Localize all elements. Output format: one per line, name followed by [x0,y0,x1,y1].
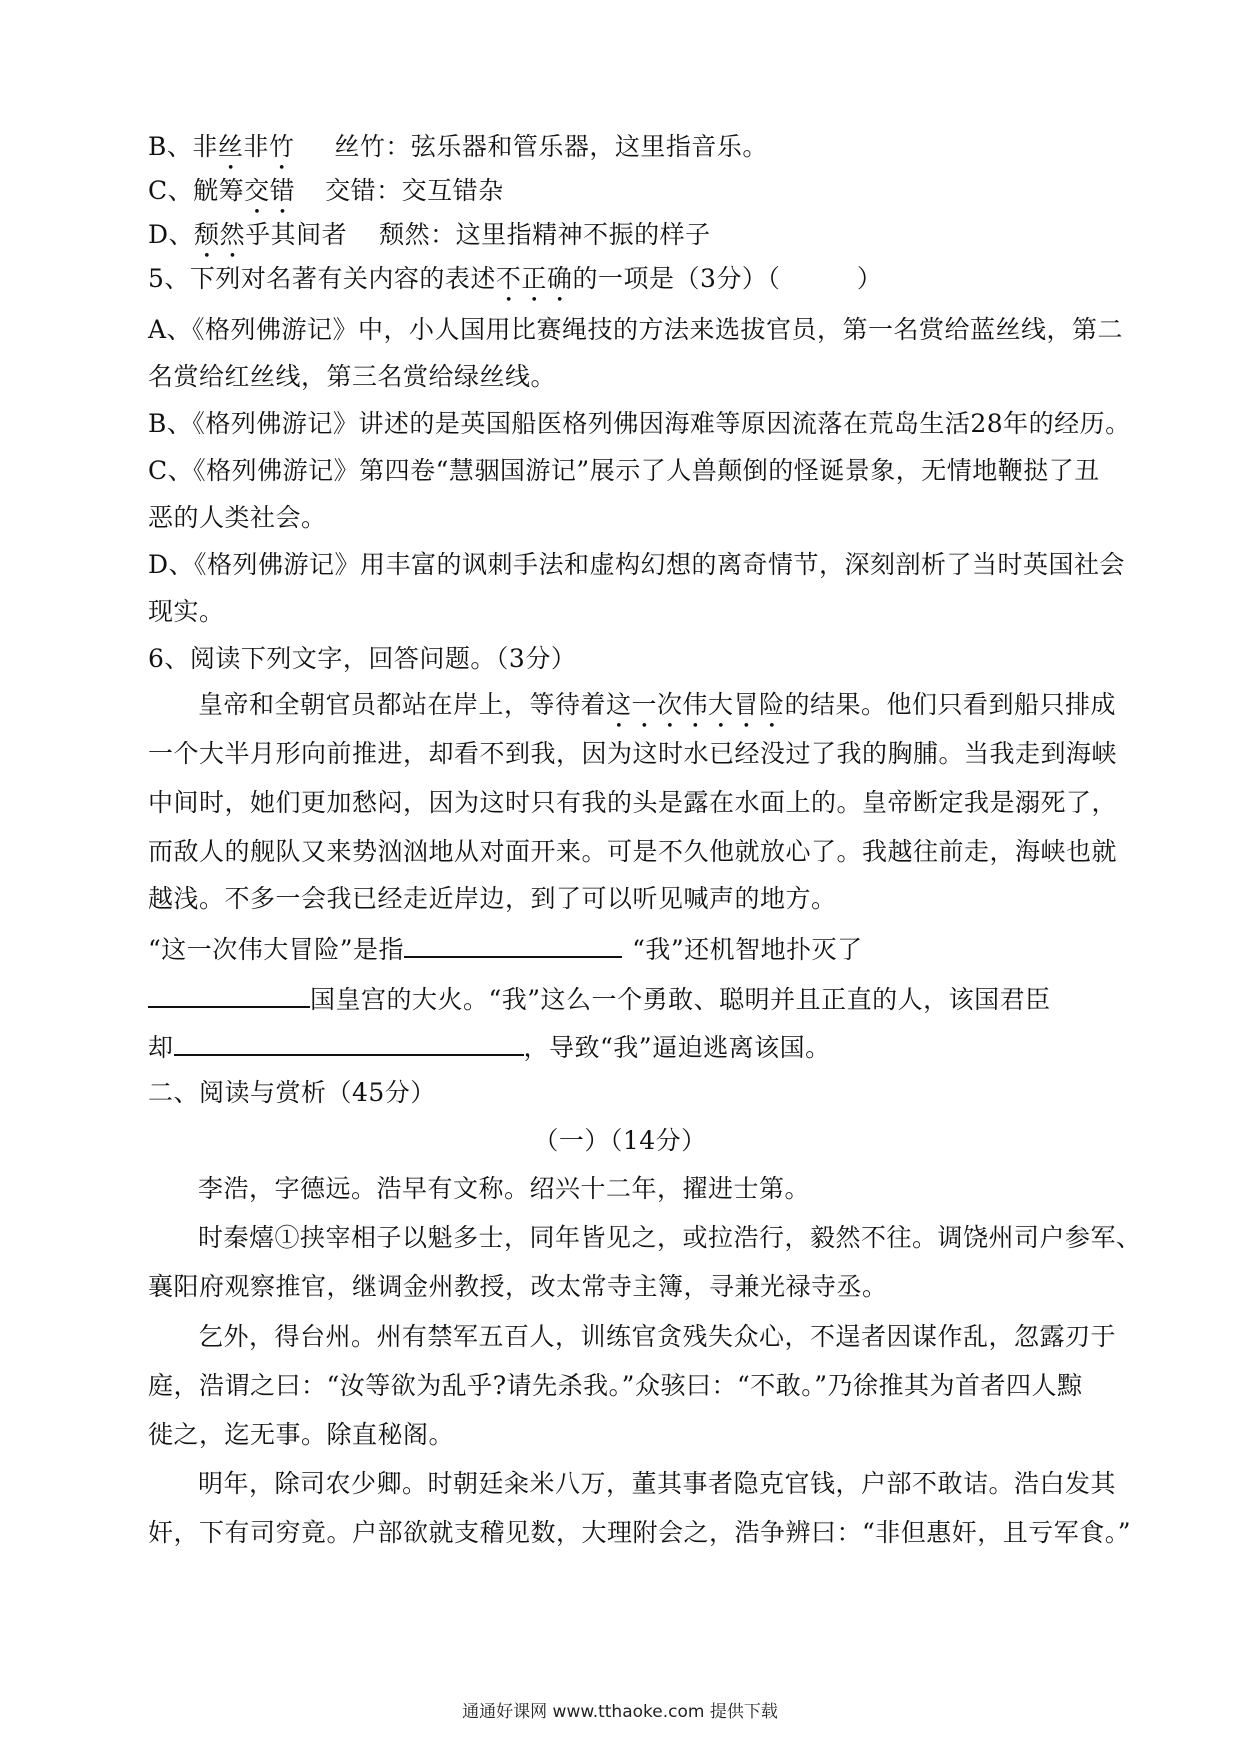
page-footer: 通通好课网 www.tthaoke.com 提供下载 [462,1702,778,1722]
q5-option-d-line1: D、《格列佛游记》用丰富的讽刺手法和虚构幻想的离奇情节，深刻剖析了当时英国社会 [148,550,1126,579]
q6-fill-line1: “这一次伟大冒险”是指 “我”还机智地扑灭了 [148,930,863,967]
q6-passage-line1: 皇帝和全朝官员都站在岸上，等待着这一次伟大冒险的结果。他们只看到船只排成 [198,690,1117,719]
q5-option-a-line2: 名赏给红丝线，第三名赏给绿丝线。 [148,362,557,391]
section2-subtitle: （一）（14分） [533,1126,707,1155]
q4-option-d: D、颓然乎其间者 颓然：这里指精神不振的样子 [148,220,711,249]
q6-fill-line3: 却 ，导致“我”逼迫逃离该国。 [148,1028,831,1065]
q5-stem: 5、下列对名著有关内容的表述不正确的一项是（3分）（ ） [148,264,883,293]
q4-option-b: B、非丝非竹 丝竹：弦乐器和管乐器，这里指音乐。 [148,132,768,161]
classical-text-line6: 徙之，迄无事。除直秘阁。 [148,1420,455,1449]
q6-passage-line5: 越浅。不多一会我已经走近岸边，到了可以听见喊声的地方。 [148,884,837,913]
classical-text-line3: 襄阳府观察推官，继调金州教授，改太常寺主簿，寻兼光禄寺丞。 [148,1272,888,1301]
section2-title: 二、阅读与赏析（45分） [148,1078,436,1107]
q5-option-d-line2: 现实。 [148,597,225,626]
answer-blank-2[interactable] [148,980,310,1008]
answer-blank-3[interactable] [174,1028,524,1056]
q6-stem: 6、阅读下列文字，回答问题。（3分） [148,644,577,673]
q5-option-c-line2: 恶的人类社会。 [148,503,327,532]
q4-option-c: C、觥筹交错 交错：交互错杂 [148,176,504,205]
q6-fill-line2: 国皇宫的大火。“我”这么一个勇敢、聪明并且正直的人，该国君臣 [148,980,1051,1017]
q5-option-b: B、《格列佛游记》讲述的是英国船医格列佛因海难等原因流落在荒岛生活28年的经历。 [148,409,1131,438]
q6-passage-line3: 中间时，她们更加愁闷，因为这时只有我的头是露在水面上的。皇帝断定我是溺死了， [148,788,1118,817]
classical-text-line5: 庭，浩谓之曰：“汝等欲为乱乎?请先杀我。”众骇曰：“不敢。”乃徐推其为首者四人黥 [148,1371,1083,1400]
classical-text-line2: 时秦熺①挟宰相子以魁多士，同年皆见之，或拉浩行，毅然不往。调饶州司户参军、 [198,1223,1142,1252]
q6-passage-line4: 而敌人的舰队又来势汹汹地从对面开来。可是不久他就放心了。我越往前走，海峡也就 [148,837,1118,866]
answer-blank-1[interactable] [404,930,622,958]
classical-text-line8: 奸，下有司穷竟。户部欲就支稽见数，大理附会之，浩争辨曰：“非但惠奸，且亏军食。” [148,1518,1132,1547]
q6-passage-line2: 一个大半月形向前推进，却看不到我，因为这时水已经没过了我的胸脯。当我走到海峡 [148,739,1118,768]
classical-text-line4: 乞外，得台州。州有禁军五百人，训练官贪残失众心，不逞者因谋作乱，忽露刃于 [198,1322,1117,1351]
classical-text-line7: 明年，除司农少卿。时朝廷籴米八万，董其事者隐克官钱，户部不敢诘。浩白发其 [198,1469,1117,1498]
classical-text-line1: 李浩，字德远。浩早有文称。绍兴十二年，擢进士第。 [198,1174,811,1203]
q5-option-c-line1: C、《格列佛游记》第四卷“慧骃国游记”展示了人兽颠倒的怪诞景象，无情地鞭挞了丑 [148,456,1100,485]
q5-option-a-line1: A、《格列佛游记》中，小人国用比赛绳技的方法来选拔官员，第一名赏给蓝丝线，第二 [148,315,1124,344]
